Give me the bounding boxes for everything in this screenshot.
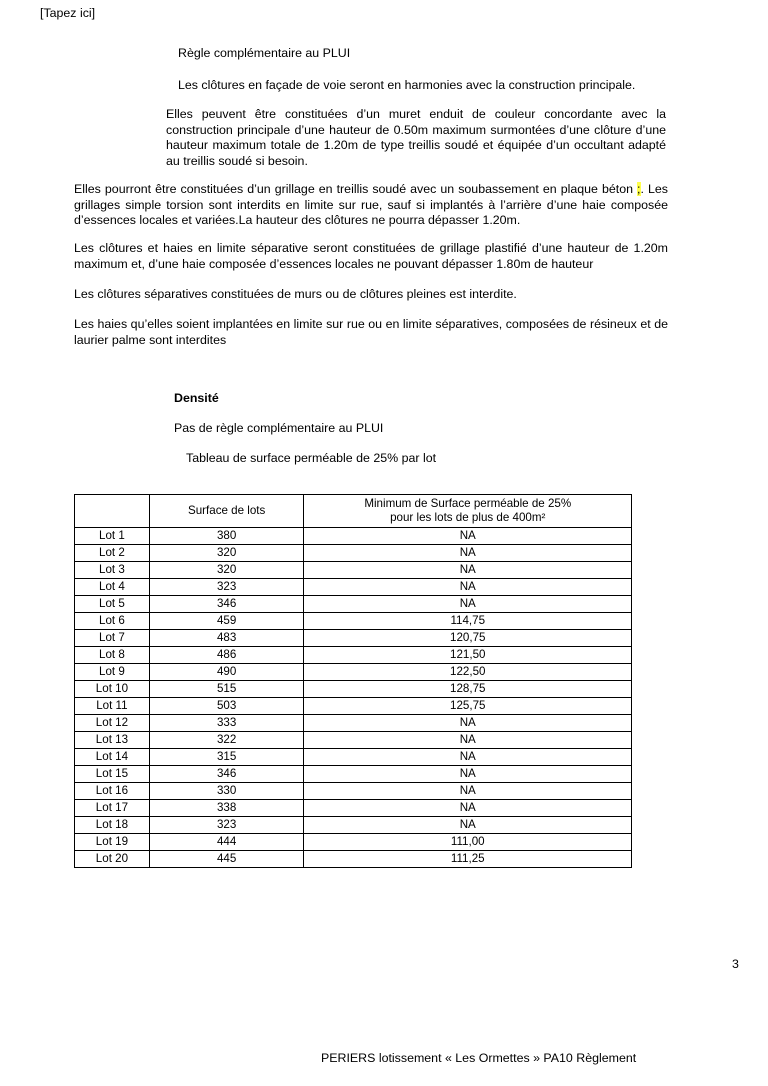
lot-name-cell: Lot 18 [75, 817, 150, 834]
table-row [75, 579, 632, 596]
page-number: 3 [732, 957, 739, 971]
lot-surface-cell: 322 [149, 732, 304, 749]
lot-surface-cell: 323 [149, 817, 304, 834]
lot-surface-cell: 315 [149, 749, 304, 766]
paragraph-grillage-part-b: . Les grillages simple torsion sont interdits en limite sur rue, sauf si implantés à l’arrière d’une haie composée d’essences locales et variées.La hauteur des clôtures ne pourra dépasser 1.20m. [74, 182, 668, 227]
lot-name-cell: Lot 7 [75, 630, 150, 647]
paragraph-murs: Les clôtures séparatives constituées de murs ou de clôtures pleines est interdite. [74, 287, 517, 301]
lot-permeable-cell: NA [304, 749, 632, 766]
paragraph-facade: Les clôtures en façade de voie seront en harmonies avec la construction principale. [178, 78, 636, 92]
lot-name-cell: Lot 17 [75, 800, 150, 817]
lot-permeable-cell: 111,25 [304, 851, 632, 868]
lot-permeable-cell: 128,75 [304, 681, 632, 698]
lot-surface-cell: 503 [149, 698, 304, 715]
header-placeholder: [Tapez ici] [40, 6, 96, 20]
lot-name-cell: Lot 19 [75, 834, 150, 851]
header-cell-permeable: Minimum de Surface perméable de 25% pour les lots de plus de 400m² [304, 495, 632, 528]
header-cell-lot [75, 495, 150, 528]
lot-surface-cell: 490 [149, 664, 304, 681]
lot-name-cell: Lot 1 [75, 528, 150, 545]
table-row [75, 766, 632, 783]
lot-permeable-cell: NA [304, 562, 632, 579]
permeable-surface-table [74, 494, 632, 868]
rule-title: Règle complémentaire au PLUI [178, 46, 351, 60]
density-rule: Pas de règle complémentaire au PLUI [174, 421, 384, 435]
lot-permeable-cell: 121,50 [304, 647, 632, 664]
table-row [75, 562, 632, 579]
lot-permeable-cell: NA [304, 817, 632, 834]
lot-surface-cell: 444 [149, 834, 304, 851]
table-row [75, 715, 632, 732]
lot-surface-cell: 459 [149, 613, 304, 630]
table-row [75, 800, 632, 817]
table-caption: Tableau de surface perméable de 25% par lot [186, 451, 437, 465]
lot-name-cell: Lot 15 [75, 766, 150, 783]
lot-surface-cell: 320 [149, 545, 304, 562]
table-row [75, 749, 632, 766]
lot-name-cell: Lot 2 [75, 545, 150, 562]
lot-name-cell: Lot 3 [75, 562, 150, 579]
paragraph-grillage [74, 182, 668, 229]
lot-permeable-cell: NA [304, 783, 632, 800]
lot-surface-cell: 486 [149, 647, 304, 664]
table-row [75, 698, 632, 715]
highlight-mark: ; [637, 182, 641, 196]
table-header-row [75, 495, 632, 528]
table-row [75, 851, 632, 868]
table-row [75, 528, 632, 545]
lot-permeable-cell: NA [304, 545, 632, 562]
lot-permeable-cell: 120,75 [304, 630, 632, 647]
lot-permeable-cell: NA [304, 766, 632, 783]
lot-surface-cell: 483 [149, 630, 304, 647]
lot-name-cell: Lot 5 [75, 596, 150, 613]
paragraph-muret: Elles peuvent être constituées d’un muret enduit de couleur concordante avec la construction principale d’une hauteur de 0.50m maximum surmontées d’une clôture d’une hauteur maximum totale de 1.20m de type treillis soudé et équipée d’un occultant adapté au treillis soudé si besoin. [166, 107, 666, 168]
lot-name-cell: Lot 6 [75, 613, 150, 630]
lot-name-cell: Lot 13 [75, 732, 150, 749]
lot-name-cell: Lot 4 [75, 579, 150, 596]
lot-name-cell: Lot 9 [75, 664, 150, 681]
lot-surface-cell: 330 [149, 783, 304, 800]
table-row [75, 834, 632, 851]
lot-surface-cell: 333 [149, 715, 304, 732]
lot-permeable-cell: NA [304, 579, 632, 596]
lot-surface-cell: 445 [149, 851, 304, 868]
lot-permeable-cell: NA [304, 596, 632, 613]
lot-surface-cell: 346 [149, 596, 304, 613]
lot-name-cell: Lot 8 [75, 647, 150, 664]
table-row [75, 613, 632, 630]
table-row [75, 817, 632, 834]
header-cell-surface: Surface de lots [149, 495, 304, 528]
lot-surface-cell: 380 [149, 528, 304, 545]
lot-name-cell: Lot 10 [75, 681, 150, 698]
paragraph-grillage-part-a: Elles pourront être constituées d’un grillage en treillis soudé avec un soubassement en plaque béton [74, 182, 638, 196]
lot-permeable-cell: 111,00 [304, 834, 632, 851]
lot-permeable-cell: 114,75 [304, 613, 632, 630]
lot-surface-cell: 323 [149, 579, 304, 596]
lot-permeable-cell: NA [304, 800, 632, 817]
table-row [75, 664, 632, 681]
table-row [75, 630, 632, 647]
density-title: Densité [174, 391, 219, 405]
table-row [75, 732, 632, 749]
lot-permeable-cell: NA [304, 528, 632, 545]
lot-surface-cell: 338 [149, 800, 304, 817]
table-row [75, 647, 632, 664]
lot-name-cell: Lot 11 [75, 698, 150, 715]
lot-permeable-cell: NA [304, 732, 632, 749]
table-row [75, 783, 632, 800]
lot-surface-cell: 320 [149, 562, 304, 579]
lot-name-cell: Lot 14 [75, 749, 150, 766]
lot-surface-cell: 346 [149, 766, 304, 783]
lot-permeable-cell: 122,50 [304, 664, 632, 681]
paragraph-haies: Les haies qu’elles soient implantées en limite sur rue ou en limite séparatives, composées de résineux et de laurier palme sont interdites [74, 317, 668, 347]
footer-doc-title: PERIERS lotissement « Les Ormettes » PA10 Règlement [321, 1051, 637, 1065]
lot-name-cell: Lot 20 [75, 851, 150, 868]
table-row [75, 545, 632, 562]
lot-name-cell: Lot 16 [75, 783, 150, 800]
table-row [75, 681, 632, 698]
lot-permeable-cell: 125,75 [304, 698, 632, 715]
paragraph-separative: Les clôtures et haies en limite séparative seront constituées de grillage plastifié d’une hauteur de 1.20m maximum et, d’une haie composée d’essences locales ne pouvant dépasser 1.80m de hauteur [74, 241, 668, 271]
lot-surface-cell: 515 [149, 681, 304, 698]
lot-permeable-cell: NA [304, 715, 632, 732]
lot-name-cell: Lot 12 [75, 715, 150, 732]
table-row [75, 596, 632, 613]
